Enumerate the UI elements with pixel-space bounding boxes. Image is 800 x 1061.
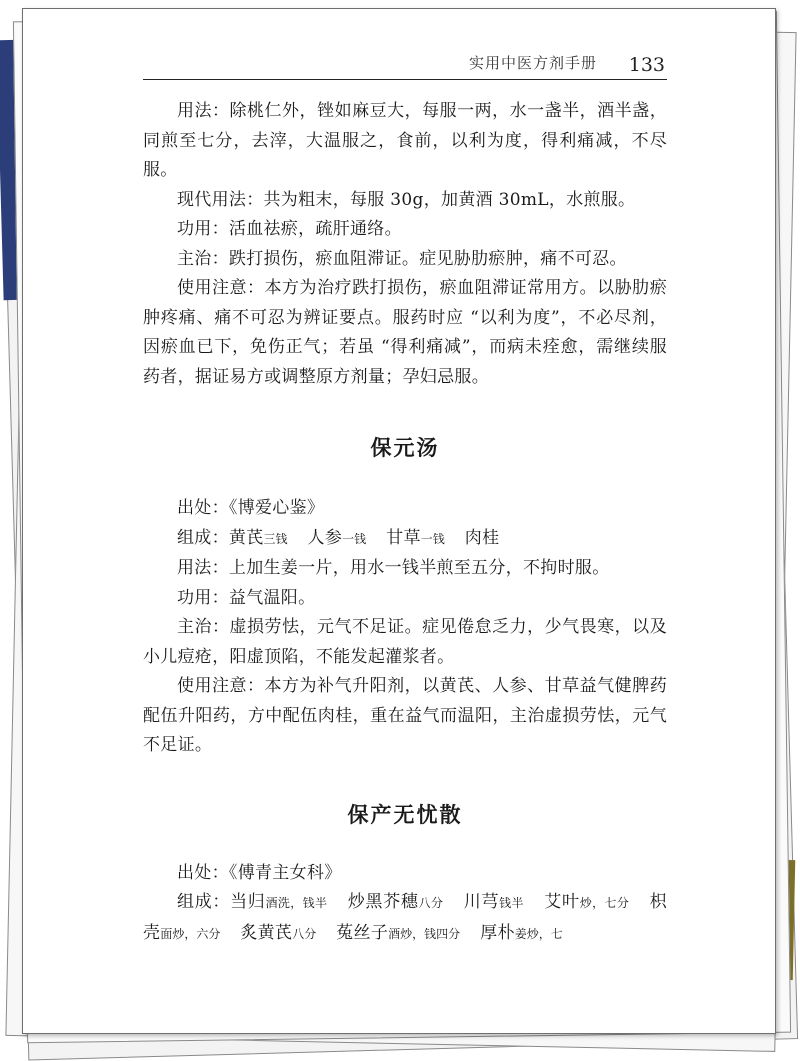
herb-name: 肉桂 <box>464 527 500 548</box>
herb-dose: 炒，七分 <box>579 896 630 910</box>
modern-usage-paragraph: 现代用法：共为粗末，每服 30g，加黄酒 30mL，水煎服。 <box>177 189 636 210</box>
herb-name: 黄芪 <box>228 527 264 548</box>
herb-dose: 八分 <box>418 896 444 910</box>
composition-paragraph <box>143 888 667 949</box>
herb-dose: 酒炒，钱四分 <box>388 926 461 941</box>
composition-label: 组成： <box>177 892 231 912</box>
page <box>22 8 776 1034</box>
function-paragraph: 功用：活血祛瘀，疏肝通络。 <box>177 219 402 239</box>
herb-name: 菟丝子 <box>336 922 389 943</box>
indication-paragraph: 主治：虚损劳怯，元气不足证。症见倦怠乏力，少气畏寒，以及小儿痘疮，阳虚顶陷，不能发起灌浆者。 <box>143 617 667 667</box>
herb-name: 艾叶 <box>543 892 580 912</box>
composition-paragraph <box>143 524 667 555</box>
herb-name: 当归 <box>230 892 266 912</box>
function-paragraph: 功用：益气温阳。 <box>177 587 316 608</box>
book-title: 实用中医方剂手册 <box>468 54 597 72</box>
caution-paragraph: 使用注意：本方为补气升阳剂，以黄芪、人参、甘草益气健脾药配伍升阳药，方中配伍肉桂，重在益气而温阳，主治虚损劳怯，元气不足证。 <box>143 676 667 755</box>
caution-paragraph: 使用注意：本方为治疗跌打损伤，瘀血阻滞证常用方。以胁肋瘀肿疼痛、痛不可忍为辨证要点。服药时应 “以利为度”，不必尽剂，因瘀血已下，免伤正气；若虽 “得利痛减”，而病未痊愈，需继续服药者，据证易方或调整原方剂量；孕妇忌服。 <box>143 278 667 387</box>
herb-dose: 一钱 <box>420 531 445 546</box>
herb-dose: 八分 <box>292 926 317 941</box>
section-title-baochan: 保产无忧散 <box>347 801 463 827</box>
herb-dose: 三钱 <box>263 531 288 546</box>
composition-label: 组成： <box>177 527 229 548</box>
indication-paragraph: 主治：跌打损伤，瘀血阻滞证。症见胁肋瘀肿，痛不可忍。 <box>177 248 627 269</box>
herb-name: 枳壳 <box>143 892 667 943</box>
source-paragraph: 出处：《博爱心鉴》 <box>177 498 325 518</box>
herb-name: 厚朴 <box>480 922 515 943</box>
page-content <box>143 97 667 949</box>
herb-name: 炒黑芥穗 <box>347 892 419 912</box>
page-number: 133 <box>628 54 665 76</box>
running-header <box>143 49 667 80</box>
usage-paragraph: 用法：上加生姜一片，用水一钱半煎至五分，不拘时服。 <box>177 558 610 578</box>
herb-dose: 一钱 <box>342 531 367 546</box>
herb-dose: 姜炒，七 <box>514 926 563 941</box>
herb-dose: 面炒，六分 <box>160 926 221 941</box>
section-title-baoyuan: 保元汤 <box>370 435 440 460</box>
herb-dose: 钱半 <box>499 896 524 910</box>
herb-dose: 酒洗，钱半 <box>265 896 328 910</box>
source-paragraph: 出处：《傅青主女科》 <box>177 862 342 883</box>
herb-name: 炙黄芪 <box>240 922 293 943</box>
herb-name: 人参 <box>307 527 343 548</box>
herb-name: 甘草 <box>386 527 421 548</box>
usage-paragraph: 用法：除桃仁外，锉如麻豆大，每服一两，水一盏半，酒半盏，同煎至七分，去滓，大温服之，食前，以利为度，得利痛减，不尽服。 <box>143 101 667 180</box>
herb-name: 川芎 <box>463 892 500 912</box>
